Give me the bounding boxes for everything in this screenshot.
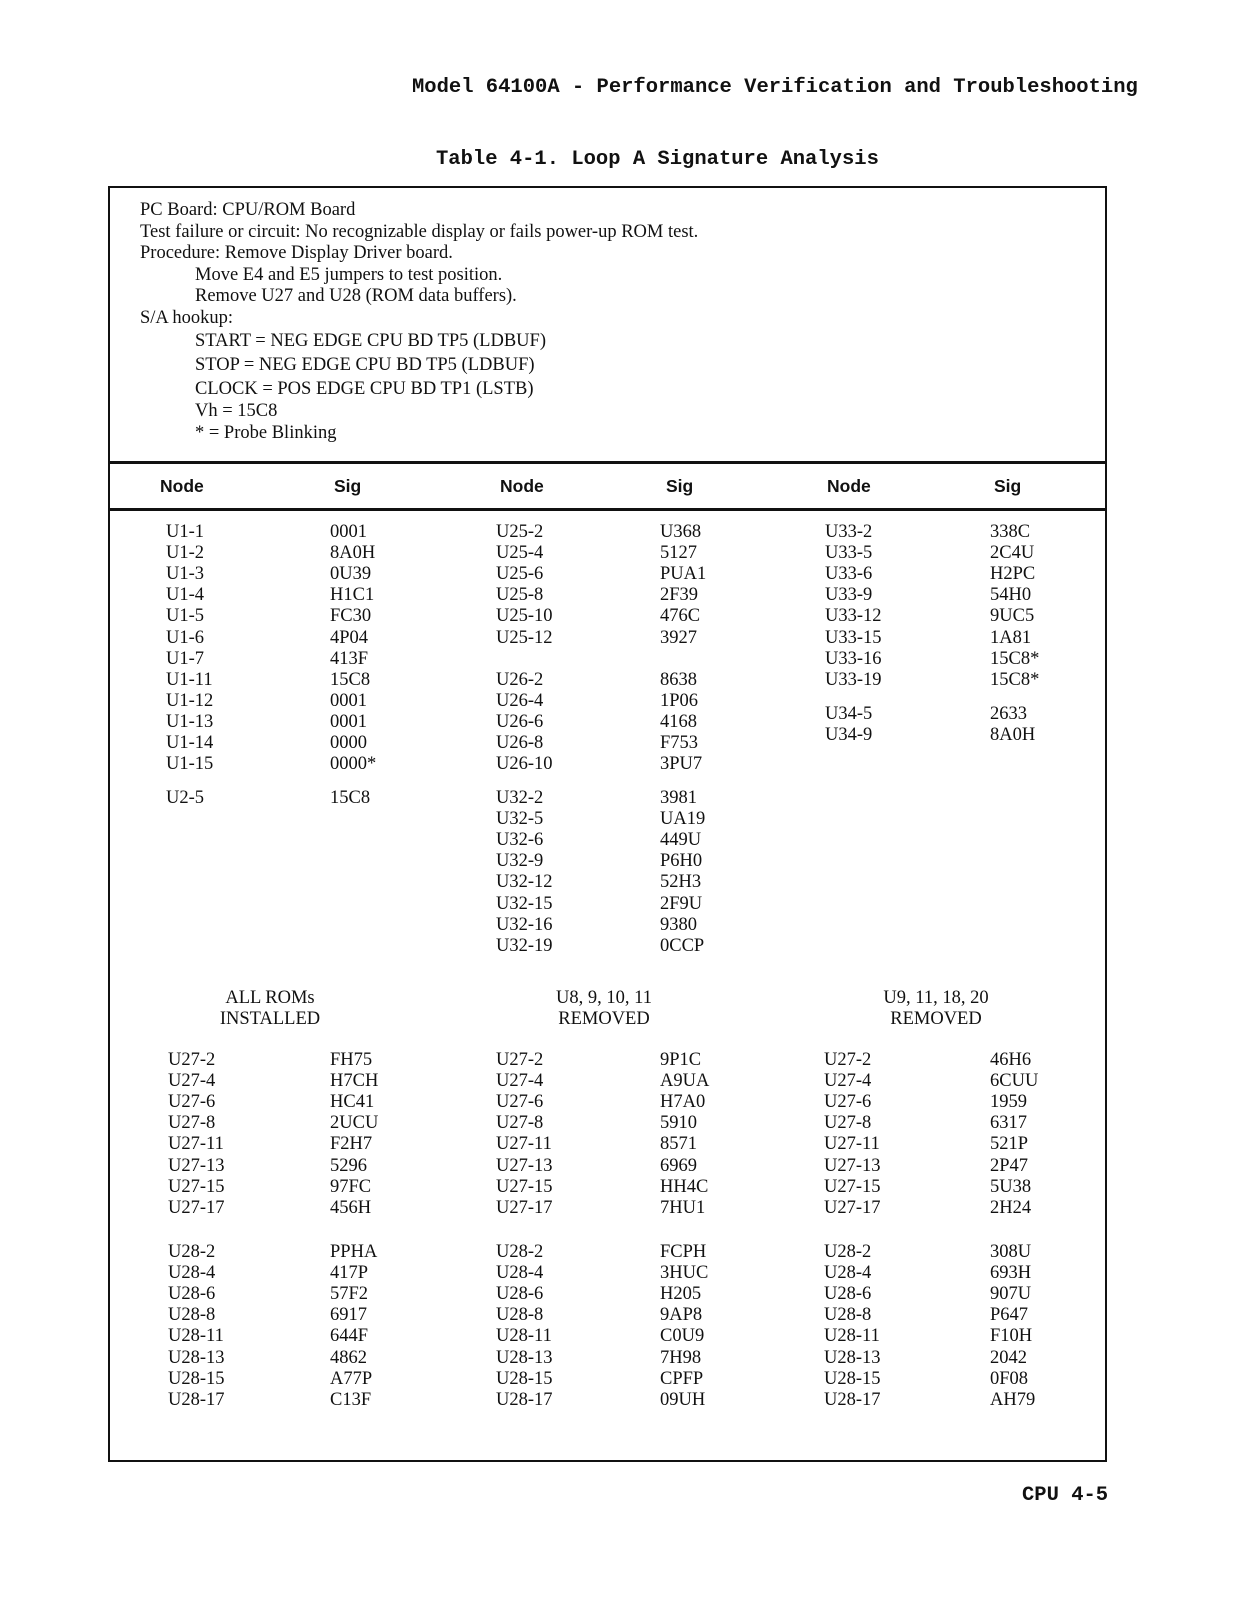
signature-cell: 15C8* [990, 669, 1040, 690]
signature-cell: 97FC [330, 1176, 372, 1197]
signature-cell: 8A0H [990, 725, 1036, 746]
signature-cell: 9UC5 [990, 606, 1035, 627]
signature-cell: CPFP [660, 1368, 704, 1389]
signature-cell: 5127 [660, 543, 697, 564]
node-cell: U28-4 [496, 1263, 544, 1284]
node-cell: U27-8 [496, 1113, 544, 1134]
node-cell: U27-17 [168, 1197, 225, 1218]
node-cell: U27-15 [168, 1176, 225, 1197]
rom-group-title-line: U9, 11, 18, 20 [883, 988, 989, 1008]
node-cell: U27-4 [168, 1071, 216, 1092]
signature-cell: 1A81 [990, 627, 1032, 648]
node-cell: U1-3 [166, 564, 205, 585]
node-cell: U28-15 [168, 1368, 225, 1389]
node-cell: U25-10 [496, 606, 553, 627]
node-cell: U28-17 [168, 1389, 225, 1410]
column-header-node: Node [160, 476, 204, 496]
node-cell: U28-8 [824, 1305, 872, 1326]
node-cell: U27-11 [496, 1134, 552, 1155]
hookup-stop: STOP = NEG EDGE CPU BD TP5 (LDBUF) [195, 355, 535, 375]
node-cell: U27-13 [824, 1155, 881, 1176]
node-cell: U28-6 [824, 1284, 872, 1305]
node-cell: U33-15 [825, 627, 882, 648]
node-cell: U27-11 [168, 1134, 224, 1155]
signature-cell: 3HUC [660, 1263, 709, 1284]
rom-group-title-line: INSTALLED [219, 1009, 321, 1029]
signature-cell: H2PC [990, 564, 1036, 585]
signature-cell: H205 [660, 1284, 702, 1305]
node-cell: U1-11 [166, 669, 213, 690]
signature-cell: 3PU7 [660, 754, 703, 775]
node-cell: U28-6 [168, 1284, 216, 1305]
node-cell: U28-6 [496, 1284, 544, 1305]
node-cell: U26-6 [496, 712, 544, 733]
signature-cell: AH79 [990, 1389, 1036, 1410]
node-cell: U27-13 [168, 1155, 225, 1176]
node-cell: U1-7 [166, 648, 205, 669]
signature-cell: 476C [660, 606, 701, 627]
node-cell: U28-4 [824, 1263, 872, 1284]
signature-cell: A9UA [660, 1071, 710, 1092]
node-cell: U32-16 [496, 914, 553, 935]
node-cell: U28-13 [168, 1347, 225, 1368]
node-cell: U1-15 [166, 754, 214, 775]
rom-group-title [140, 988, 400, 1030]
signature-cell: 9P1C [660, 1050, 702, 1070]
node-cell: U28-2 [168, 1242, 216, 1262]
signature-cell: 338C [990, 522, 1031, 542]
node-cell: U33-12 [825, 606, 882, 627]
column-header-node: Node [827, 476, 871, 496]
node-cell: U28-17 [824, 1389, 881, 1410]
node-cell: U28-2 [496, 1242, 544, 1262]
node-cell: U28-11 [496, 1326, 552, 1347]
node-cell: U32-12 [496, 872, 553, 893]
signature-cell: FH75 [330, 1050, 373, 1070]
signature-cell: HH4C [660, 1176, 709, 1197]
node-cell: U2-5 [166, 788, 205, 808]
node-cell: U28-11 [168, 1326, 224, 1347]
node-cell: U27-8 [168, 1113, 216, 1134]
signature-cell: FCPH [660, 1242, 707, 1262]
rom-group-title-line: REMOVED [558, 1009, 650, 1029]
node-cell: U32-5 [496, 809, 544, 830]
node-cell: U27-4 [496, 1071, 544, 1092]
node-cell: U32-2 [496, 788, 544, 808]
node-cell: U27-2 [168, 1050, 216, 1070]
node-cell: U33-2 [825, 522, 873, 542]
node-cell: U28-8 [168, 1305, 216, 1326]
column-header-sig: Sig [994, 476, 1022, 496]
node-cell: U25-4 [496, 543, 544, 564]
signature-cell: 2F39 [660, 585, 699, 606]
node-cell: U27-2 [824, 1050, 872, 1070]
node-cell: U27-13 [496, 1155, 553, 1176]
signature-cell: 1959 [990, 1092, 1027, 1113]
signature-cell: 2UCU [330, 1113, 379, 1134]
node-cell: U1-4 [166, 585, 205, 606]
signature-cell: 413F [330, 648, 369, 669]
signature-cell: 2F9U [660, 893, 703, 914]
signature-cell: 2P47 [990, 1155, 1029, 1176]
signature-cell: 0000 [330, 733, 367, 753]
node-cell: U33-19 [825, 669, 882, 690]
signature-cell: 15C8* [990, 648, 1040, 669]
signature-cell: 46H6 [990, 1050, 1032, 1070]
node-cell: U28-8 [496, 1305, 544, 1326]
node-cell: U32-6 [496, 830, 544, 851]
signature-cell: 0U39 [330, 564, 372, 585]
rom-group-title [806, 988, 1066, 1030]
rom-group-title-line: ALL ROMs [225, 988, 315, 1008]
signature-cell: 0000* [330, 754, 377, 775]
signature-cell: 0001 [330, 711, 367, 732]
signature-cell: 2H24 [990, 1197, 1032, 1218]
column-header-row [110, 464, 1105, 510]
node-cell: U28-2 [824, 1242, 872, 1262]
node-cell: U1-1 [166, 522, 205, 542]
node-cell: U34-9 [825, 725, 873, 746]
signature-cell: 8571 [660, 1134, 697, 1155]
node-cell: U28-17 [496, 1389, 553, 1410]
column-header-sig: Sig [666, 476, 694, 496]
rom-group-title [474, 988, 734, 1030]
node-cell: U1-12 [166, 690, 214, 711]
node-cell: U27-6 [824, 1092, 872, 1113]
node-cell: U33-5 [825, 543, 873, 564]
signature-cell: C13F [330, 1389, 372, 1410]
node-cell: U27-2 [496, 1050, 544, 1070]
signature-cell: U368 [660, 522, 702, 542]
rom-group-title-line: U8, 9, 10, 11 [556, 988, 652, 1008]
signature-cell: 6317 [990, 1113, 1027, 1134]
node-cell: U27-17 [496, 1197, 553, 1218]
signature-cell: 2C4U [990, 543, 1035, 564]
node-cell: U28-13 [824, 1347, 881, 1368]
signature-cell: 449U [660, 830, 702, 851]
signature-cell: 15C8 [330, 669, 371, 690]
node-cell: U1-2 [166, 543, 205, 564]
signature-cell: 308U [990, 1242, 1032, 1262]
signature-cell: 6969 [660, 1155, 697, 1176]
signature-cell: P647 [990, 1305, 1029, 1326]
signature-cell: 52H3 [660, 872, 702, 893]
signature-cell: F2H7 [330, 1134, 373, 1155]
signature-cell: F10H [990, 1326, 1033, 1347]
signature-cell: H7A0 [660, 1092, 706, 1113]
test-setup-info [140, 200, 698, 444]
signature-cell: 2633 [990, 704, 1027, 724]
signature-cell: 54H0 [990, 585, 1032, 606]
signature-cell: PUA1 [660, 564, 707, 585]
signature-cell: F753 [660, 733, 699, 754]
signature-cell: 3981 [660, 788, 697, 808]
signature-cell: 644F [330, 1326, 369, 1347]
signature-cell: 907U [990, 1284, 1032, 1305]
hookup-start: START = NEG EDGE CPU BD TP5 (LDBUF) [195, 331, 546, 351]
node-cell: U25-8 [496, 585, 544, 606]
node-cell: U26-2 [496, 670, 544, 690]
probe-blinking-note: * = Probe Blinking [195, 422, 337, 443]
table-title: Table 4-1. Loop A Signature Analysis [436, 148, 879, 171]
procedure-line: Procedure: Remove Display Driver board. [140, 243, 453, 263]
node-cell: U27-11 [824, 1134, 880, 1155]
node-cell: U34-5 [825, 704, 873, 724]
node-cell: U27-4 [824, 1071, 872, 1092]
node-cell: U27-8 [824, 1113, 872, 1134]
signature-cell: PPHA [330, 1242, 378, 1262]
node-cell: U1-6 [166, 627, 205, 648]
node-cell: U32-19 [496, 935, 553, 956]
signature-cell: 5910 [660, 1113, 697, 1134]
node-cell: U1-13 [166, 711, 214, 732]
node-cell: U28-15 [824, 1368, 881, 1389]
node-cell: U26-4 [496, 691, 544, 712]
signature-cell: 7H98 [660, 1347, 702, 1368]
node-cell: U25-12 [496, 627, 553, 648]
signature-cell: 4P04 [330, 627, 369, 648]
signature-cell: 9380 [660, 914, 697, 935]
signature-cell: H7CH [330, 1071, 379, 1092]
node-cell: U27-6 [496, 1092, 544, 1113]
signature-cell: 5U38 [990, 1176, 1032, 1197]
signature-cell: 7HU1 [660, 1197, 706, 1218]
signature-cell: 4862 [330, 1347, 367, 1368]
node-cell: U26-10 [496, 754, 553, 775]
test-failure-line: Test failure or circuit: No recognizable display or fails power-up ROM test. [140, 221, 699, 242]
signature-cell: 2042 [990, 1347, 1027, 1368]
signature-cell: 8638 [660, 670, 697, 690]
signature-cell: FC30 [330, 606, 372, 627]
node-cell: U33-6 [825, 564, 873, 585]
signature-cell: HC41 [330, 1092, 375, 1113]
node-cell: U26-8 [496, 733, 544, 754]
signature-cell: 1P06 [660, 691, 699, 712]
node-cell: U32-15 [496, 893, 553, 914]
node-cell: U27-6 [168, 1092, 216, 1113]
divider [110, 508, 1105, 511]
signature-cell: 9AP8 [660, 1305, 703, 1326]
signature-cell: 3927 [660, 627, 697, 648]
hookup-label: S/A hookup: [140, 307, 234, 328]
signature-cell: 15C8 [330, 788, 371, 808]
signature-cell: 57F2 [330, 1284, 369, 1305]
node-cell: U33-9 [825, 585, 873, 606]
node-cell: U25-6 [496, 564, 544, 585]
signature-cell: 0001 [330, 690, 367, 711]
running-header: Model 64100A - Performance Verification and Troubleshooting [412, 76, 1138, 99]
signature-cell: 521P [990, 1134, 1029, 1155]
node-cell: U32-9 [496, 851, 544, 872]
page-number: CPU 4-5 [1022, 1484, 1109, 1507]
node-cell: U1-14 [166, 733, 214, 753]
column-header-node: Node [500, 476, 544, 496]
node-cell: U1-5 [166, 606, 205, 627]
signature-cell: 5296 [330, 1155, 367, 1176]
signature-cell: 0F08 [990, 1368, 1029, 1389]
signature-cell: H1C1 [330, 585, 375, 606]
signature-cell: 693H [990, 1263, 1032, 1284]
procedure-step: Move E4 and E5 jumpers to test position. [195, 264, 503, 285]
signature-cell: 4168 [660, 712, 697, 733]
signature-cell: 456H [330, 1197, 372, 1218]
node-cell: U28-13 [496, 1347, 553, 1368]
signature-cell: C0U9 [660, 1326, 705, 1347]
node-cell: U28-11 [824, 1326, 880, 1347]
node-cell: U28-4 [168, 1263, 216, 1284]
hookup-vh: Vh = 15C8 [195, 401, 278, 421]
rom-group-title-line: REMOVED [890, 1009, 982, 1029]
column-header-sig: Sig [334, 476, 362, 496]
signature-table [108, 186, 1107, 1462]
hookup-clock: CLOCK = POS EDGE CPU BD TP1 (LSTB) [195, 379, 534, 399]
signature-cell: P6H0 [660, 851, 703, 872]
procedure-step: Remove U27 and U28 (ROM data buffers). [195, 286, 517, 306]
node-cell: U27-17 [824, 1197, 881, 1218]
signature-cell: UA19 [660, 809, 706, 830]
signature-cell: 8A0H [330, 543, 376, 564]
signature-cell: 6CUU [990, 1071, 1039, 1092]
signature-cell: 6917 [330, 1305, 367, 1326]
node-cell: U27-15 [824, 1176, 881, 1197]
signature-cell: 417P [330, 1263, 369, 1284]
node-cell: U33-16 [825, 648, 882, 669]
signature-cell: 0001 [330, 522, 367, 542]
node-cell: U28-15 [496, 1368, 553, 1389]
signature-cell: A77P [330, 1368, 373, 1389]
node-cell: U27-15 [496, 1176, 553, 1197]
signature-cell: 09UH [660, 1389, 706, 1410]
signature-cell: 0CCP [660, 935, 705, 956]
node-cell: U25-2 [496, 522, 544, 542]
pc-board-line: PC Board: CPU/ROM Board [140, 200, 356, 220]
